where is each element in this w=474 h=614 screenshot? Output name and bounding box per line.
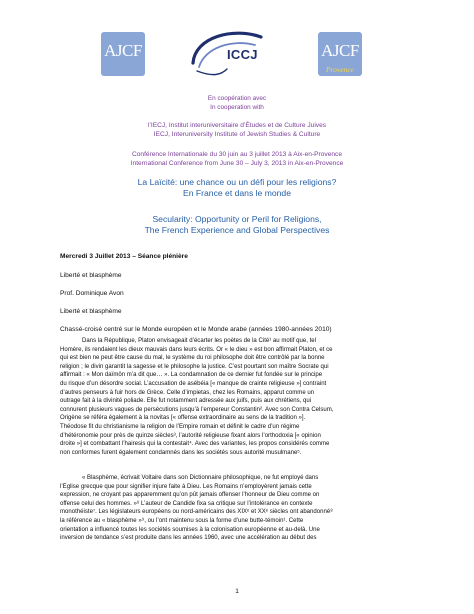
paragraph-line: Origène se référa également à la novitas [« offense extraordinaire au sens de la tradition »]. xyxy=(60,415,306,422)
paragraph-line: l’Église grecque que pour signifier injure faite à Dieu. Les Romains n’employèrent jamais cette xyxy=(60,483,312,490)
section-heading: Liberté et blasphème xyxy=(60,272,122,279)
paragraph-line: Homère, ils rendaient les dieux mauvais dans leurs écrits. Or « le dieu » est bon affirmait Platon, et ce xyxy=(60,346,333,353)
article-title: Liberté et blasphème xyxy=(60,308,122,315)
title-en-line-2: The French Experience and Global Perspectives xyxy=(144,225,330,235)
ajcf-provence-logo-text: AJCF xyxy=(321,41,359,60)
iccj-logo xyxy=(187,23,279,81)
paragraph-line: Dans la République, Platon envisageait d’écarter les poètes de la Cité¹ au motif que, tel xyxy=(82,338,316,344)
paragraph-line: religion ; le divin garantit la sagesse et le philosophe la justice. C’est pourtant son maître Socrate qui xyxy=(60,363,329,370)
author-name: Prof. Dominique Avon xyxy=(60,290,124,297)
paragraph-line: qui est bien ne peut être cause du mal, le système du roi philosophe doit être contrôlé par la bonne xyxy=(60,355,325,362)
paragraph-line: du risque d’un désordre social. L’accusation de asébéia [« manque de crainte religieuse »] contraint xyxy=(60,380,327,387)
title-english xyxy=(40,214,434,236)
paragraph-line: offense celui des hommes. »⁶ L’auteur de Candide fixa sa critique sur l’intolérance en contexte xyxy=(60,500,313,507)
institute-line-en: IECJ, Interuniversity Institute of Jewish Studies & Culture xyxy=(153,131,321,138)
paragraph-line: Théodose fit du christianisme la religion de l’Empire romain et définit le cadre d’un régime xyxy=(60,423,300,430)
paragraph-line: outrage fait à la divinité poliade. Elle fut notamment adressée aux juifs, puis aux chrétiens, qui xyxy=(60,398,312,405)
paragraph-line: monothéiste⁷. Les législateurs européens ou nord-américains des XIXᵉ et XXᵉ siècles ont abandonné⁸ xyxy=(60,509,333,516)
cooperation-text xyxy=(40,94,434,112)
conference-line-en: International Conference from June 30 – July 3, 2013 in Aix-en-Provence xyxy=(130,160,344,167)
title-en-line-1: Secularity: Opportunity or Peril for Religions, xyxy=(152,214,322,224)
coop-line-fr: En coopération avec xyxy=(207,95,267,102)
paragraph-line: la référence au « blasphème »⁹, ou l’ont maintenu sous la forme d’une butte-témoin¹. Cette xyxy=(60,517,304,524)
article-subtitle: Chassé-croisé centré sur le Monde européen et le Monde arabe (années 1980-années 2010) xyxy=(60,326,332,333)
paragraph-line: d’autres penseurs à fuir hors de Grèce. Celle d’impietas, chez les Romains, apparut comme un xyxy=(60,389,315,396)
institute-line-fr: l’IECJ, Institut interuniversitaire d’Études et de Culture Juives xyxy=(147,122,327,129)
ajcf-provence-logo-sub: Provence xyxy=(325,65,355,74)
paragraph-line: inversion de tendance s’est produite dans les années 1960, avec une accélération au début des xyxy=(60,535,317,542)
institute-text xyxy=(40,121,434,139)
paragraph-line: « Blasphème, écrivait Voltaire dans son Dictionnaire philosophique, ne fut employé dans xyxy=(82,475,319,481)
paragraph-line: connurent plusieurs vagues de persécutions jusqu’à l’empereur Constantin². Avec son Contra Celsum, xyxy=(60,406,334,413)
title-french xyxy=(40,177,434,199)
coop-line-en: In cooperation with xyxy=(210,104,264,111)
ajcf-logo-text: AJCF xyxy=(104,41,142,60)
paragraph-1 xyxy=(60,337,415,457)
ajcf-logo xyxy=(101,32,145,76)
page-number: 1 xyxy=(235,588,239,595)
paragraph-line: orientation a influencé toutes les sociétés soumises à la colonisation européenne et au-delà. Une xyxy=(60,526,320,533)
paragraph-line: non conformes furent également condamnés dans les sociétés sous autorité musulmane⁵. xyxy=(60,449,302,456)
paragraph-line: expression, ne croyant pas apparemment qu’on pût jamais offenser l’honneur de Dieu comme on xyxy=(60,492,320,499)
paragraph-line: affirmait : « Mon daïmôn m’a dit que… ». La condamnation de ce dernier fut fondée sur le principe xyxy=(60,372,323,379)
title-fr-line-2: En France et dans le monde xyxy=(183,188,291,198)
ajcf-provence-logo xyxy=(318,32,362,76)
iccj-logo-text: ICCJ xyxy=(227,47,258,62)
session-heading: Mercredi 3 Juillet 2013 – Séance plénière xyxy=(60,253,188,260)
paragraph-line: droite »] et combattant l’hairesis qui la contestait⁴. Avec des variantes, les propos considérés comme xyxy=(60,441,330,448)
paragraph-2 xyxy=(60,474,415,543)
conference-line-fr: Conférence Internationale du 30 juin au 3 juillet 2013 à Aix-en-Provence xyxy=(131,151,343,158)
title-fr-line-1: La Laïcité: une chance ou un défi pour les religions? xyxy=(137,177,337,187)
paragraph-line: d’hétéronomie pour près de quinze siècles³, l’autorité religieuse fixant alors l’orthodoxia [« opinion xyxy=(60,432,321,439)
conference-text xyxy=(40,150,434,168)
